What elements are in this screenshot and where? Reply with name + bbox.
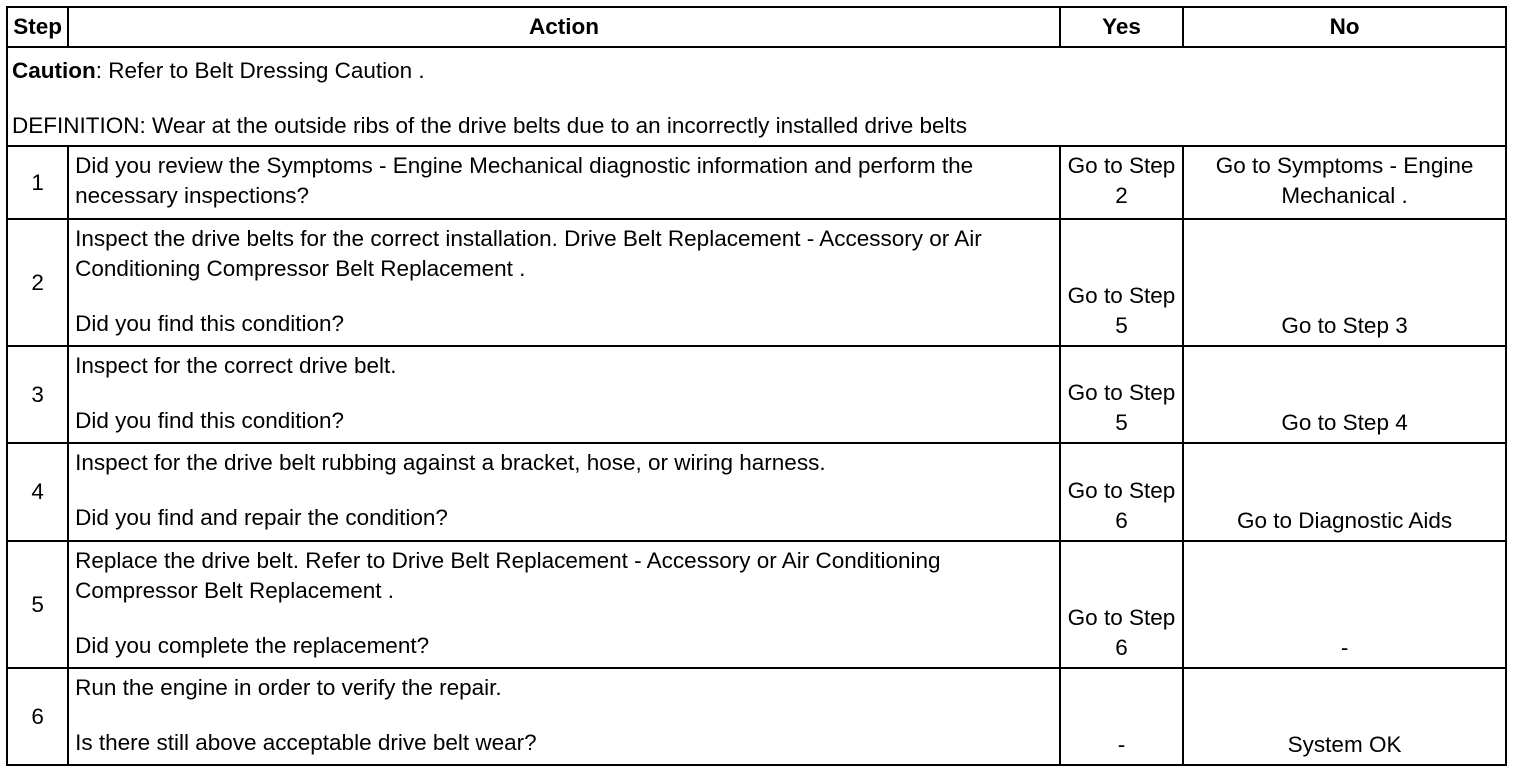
no-cell: Go to Step 4	[1183, 346, 1506, 443]
no-cell: System OK	[1183, 668, 1506, 765]
action-text: Replace the drive belt. Refer to Drive Belt Replacement - Accessory or Air Conditioning Compressor Belt Replacement .	[75, 548, 941, 603]
note-cell	[7, 47, 1506, 146]
table-row	[7, 443, 1506, 541]
step-number: 2	[7, 219, 68, 346]
header-no: No	[1183, 7, 1506, 47]
action-text: Inspect for the correct drive belt.	[75, 353, 397, 378]
yes-cell: Go to Step 6	[1060, 443, 1183, 541]
yes-cell: Go to Step 5	[1060, 346, 1183, 443]
no-cell: Go to Symptoms - Engine Mechanical .	[1183, 146, 1506, 219]
no-cell: Go to Diagnostic Aids	[1183, 443, 1506, 541]
header-action: Action	[68, 7, 1060, 47]
action-question: Did you find this condition?	[75, 311, 345, 336]
yes-cell: -	[1060, 668, 1183, 765]
action-cell	[68, 219, 1060, 346]
definition-line: DEFINITION: Wear at the outside ribs of the drive belts due to an incorrectly installed drive belts	[12, 113, 968, 138]
action-cell	[68, 443, 1060, 541]
caution-text: : Refer to Belt Dressing Caution .	[95, 58, 425, 83]
yes-cell: Go to Step 2	[1060, 146, 1183, 219]
action-cell	[68, 668, 1060, 765]
action-question: Did you find this condition?	[75, 408, 345, 433]
step-number: 4	[7, 443, 68, 541]
step-number: 6	[7, 668, 68, 765]
action-question: Did you find and repair the condition?	[75, 505, 448, 530]
table-row	[7, 346, 1506, 443]
table-row	[7, 668, 1506, 765]
action-text: Inspect the drive belts for the correct installation. Drive Belt Replacement - Accessory or Air Conditioning Compressor Belt Replacement .	[75, 226, 982, 281]
header-step: Step	[7, 7, 68, 47]
step-number: 1	[7, 146, 68, 219]
yes-cell: Go to Step 6	[1060, 541, 1183, 668]
action-text: Inspect for the drive belt rubbing against a bracket, hose, or wiring harness.	[75, 450, 826, 475]
no-cell: -	[1183, 541, 1506, 668]
action-cell	[68, 346, 1060, 443]
action-question: Did you complete the replacement?	[75, 633, 430, 658]
step-number: 3	[7, 346, 68, 443]
diagnostic-table	[6, 6, 1507, 766]
action-text: Did you review the Symptoms - Engine Mechanical diagnostic information and perform the necessary inspections?	[75, 153, 974, 208]
action-cell	[68, 541, 1060, 668]
step-number: 5	[7, 541, 68, 668]
table-row	[7, 219, 1506, 346]
diagnostic-table-wrapper	[6, 6, 1507, 766]
action-question: Is there still above acceptable drive belt wear?	[75, 730, 537, 755]
header-row	[7, 7, 1506, 47]
header-yes: Yes	[1060, 7, 1183, 47]
action-cell	[68, 146, 1060, 219]
caution-line	[12, 56, 1501, 86]
action-text: Run the engine in order to verify the repair.	[75, 675, 502, 700]
yes-cell: Go to Step 5	[1060, 219, 1183, 346]
caution-label: Caution	[12, 58, 96, 83]
no-cell: Go to Step 3	[1183, 219, 1506, 346]
table-row	[7, 541, 1506, 668]
table-row	[7, 146, 1506, 219]
note-row	[7, 47, 1506, 146]
